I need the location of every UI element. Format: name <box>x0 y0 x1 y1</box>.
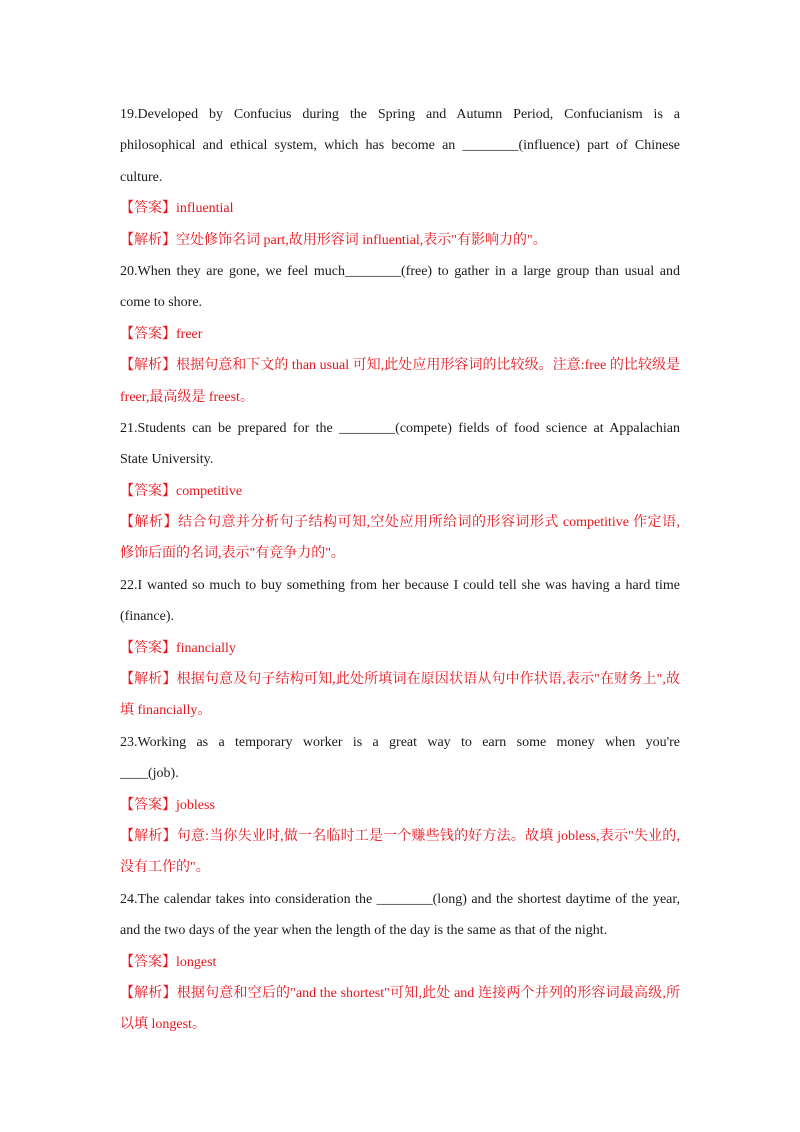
answer-line <box>120 319 680 350</box>
analysis-line <box>120 852 680 883</box>
analysis-text: 以填 longest。 <box>120 1017 206 1033</box>
exercise-item <box>120 256 680 413</box>
analysis-line <box>120 664 680 695</box>
analysis-text: 修饰后面的名词,表示"有竞争力的"。 <box>120 546 345 562</box>
analysis-line <box>120 382 680 413</box>
answer-line <box>120 476 680 507</box>
analysis-text: 结合句意并分析句子结构可知,空处应用所给词的形容词形式 competitive 作定语, <box>178 515 680 531</box>
exercise-item <box>120 727 680 884</box>
analysis-line <box>120 821 680 852</box>
analysis-tag: 【解析】 <box>120 358 177 374</box>
answer-tag: 【答案】 <box>120 640 176 656</box>
analysis-line <box>120 350 680 381</box>
exercise-item <box>120 570 680 727</box>
answer-value: influential <box>176 201 234 217</box>
answer-line <box>120 947 680 978</box>
question-line: (finance). <box>120 609 175 625</box>
answer-line <box>120 633 680 664</box>
analysis-line <box>120 695 680 726</box>
answer-value: financially <box>176 640 236 656</box>
answer-tag: 【答案】 <box>120 326 176 342</box>
answer-value: competitive <box>176 483 243 499</box>
exercise-item <box>120 99 680 256</box>
analysis-text: 填 financially。 <box>120 703 212 719</box>
exercise-item <box>120 413 680 570</box>
question-line: come to shore. <box>120 295 203 311</box>
analysis-text: 句意:当你失业时,做一名临时工是一个赚些钱的好方法。故填 jobless,表示"失业的, <box>176 828 680 844</box>
answer-tag: 【答案】 <box>120 797 176 813</box>
exercise-list <box>120 99 680 1041</box>
answer-tag: 【答案】 <box>120 201 176 217</box>
analysis-tag: 【解析】 <box>120 672 177 688</box>
analysis-text: 根据句意及句子结构可知,此处所填词在原因状语从句中作状语,表示"在财务上",故 <box>176 672 680 688</box>
question-line: 24.The calendar takes into consideration the ________(long) and the shortest daytime of the year, <box>120 891 680 907</box>
answer-value: longest <box>176 954 217 970</box>
analysis-text: freer,最高级是 freest。 <box>120 389 254 405</box>
analysis-line <box>120 538 680 569</box>
question-line: 23.Working as a temporary worker is a great way to earn some money when you're <box>120 734 680 750</box>
answer-tag: 【答案】 <box>120 483 176 499</box>
analysis-line <box>120 225 680 256</box>
answer-line <box>120 193 680 224</box>
analysis-text: 根据句意和下文的 than usual 可知,此处应用形容词的比较级。注意:free 的比较级是 <box>176 358 680 374</box>
answer-value: freer <box>176 326 203 342</box>
answer-value: jobless <box>176 797 215 813</box>
question-line: 22.I wanted so much to buy something from her because I could tell she was having a hard time <box>120 577 680 593</box>
analysis-tag: 【解析】 <box>120 232 176 248</box>
analysis-line <box>120 978 680 1009</box>
answer-tag: 【答案】 <box>120 954 176 970</box>
analysis-tag: 【解析】 <box>120 985 177 1001</box>
analysis-text: 空处修饰名词 part,故用形容词 influential,表示"有影响力的"。 <box>176 232 547 248</box>
question-line: and the two days of the year when the length of the day is the same as that of the night. <box>120 923 608 939</box>
question-line: State University. <box>120 452 214 468</box>
question-line: ____(job). <box>120 766 179 782</box>
question-line: culture. <box>120 169 163 185</box>
analysis-text: 没有工作的"。 <box>120 860 210 876</box>
question-line: 21.Students can be prepared for the ________(compete) fields of food science at Appalachian <box>120 420 680 436</box>
question-line: philosophical and ethical system, which has become an ________(influence) part of Chinese <box>120 138 680 154</box>
question-line: 19.Developed by Confucius during the Spring and Autumn Period, Confucianism is a <box>120 107 680 122</box>
analysis-line <box>120 1009 680 1040</box>
question-line: 20.When they are gone, we feel much________(free) to gather in a large group than usual and <box>120 263 680 279</box>
answer-line <box>120 790 680 821</box>
analysis-tag: 【解析】 <box>120 828 177 844</box>
exercise-item <box>120 884 680 1041</box>
analysis-line <box>120 507 680 538</box>
analysis-text: 根据句意和空后的"and the shortest"可知,此处 and 连接两个并列的形容词最高级,所 <box>176 985 680 1001</box>
analysis-tag: 【解析】 <box>120 515 178 531</box>
